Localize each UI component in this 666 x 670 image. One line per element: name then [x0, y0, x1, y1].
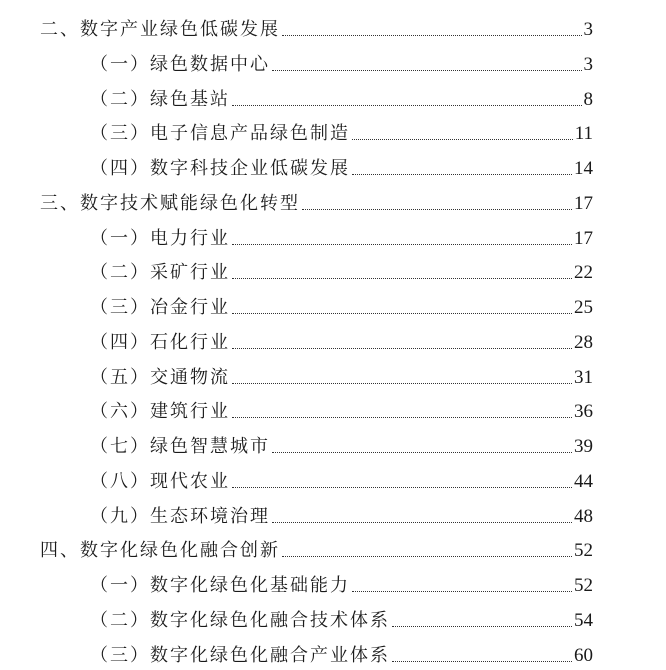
- toc-entry-title: （八）现代农业: [90, 470, 230, 492]
- dot-leader: [232, 313, 572, 314]
- dot-leader: [232, 244, 572, 245]
- toc-section-entry[interactable]: [90, 81, 593, 111]
- dot-leader: [272, 452, 572, 453]
- toc-entry-page-number: 11: [574, 123, 593, 145]
- toc-entry-title: （一）数字化绿色化基础能力: [90, 575, 350, 596]
- clipped-previous-entry: [90, 0, 593, 4]
- toc-entry-title: 三、数字技术赋能绿色化转型: [40, 192, 300, 214]
- dot-leader: [232, 278, 572, 279]
- dot-leader: [232, 105, 582, 106]
- dot-leader: [272, 522, 572, 523]
- toc-chapter-entry[interactable]: [40, 185, 593, 215]
- toc-entry-page-number: 44: [574, 470, 593, 492]
- toc-chapter-entry[interactable]: [40, 11, 593, 41]
- toc-entry-title: （三）冶金行业: [90, 297, 230, 318]
- toc-entry-page-number: 39: [574, 436, 593, 457]
- dot-leader: [352, 139, 573, 140]
- toc-entry-page-number: 17: [574, 192, 593, 214]
- toc-entry-title: （四）石化行业: [90, 331, 230, 353]
- toc-entry-page-number: 52: [574, 540, 593, 562]
- toc-section-entry[interactable]: [90, 324, 593, 354]
- toc-chapter-entry[interactable]: [40, 532, 593, 562]
- toc-entry-title: （二）数字化绿色化融合技术体系: [90, 609, 390, 631]
- toc-entry-title: （三）电子信息产品绿色制造: [90, 123, 350, 145]
- dot-leader: [392, 661, 572, 662]
- toc-entry-page-number: 54: [574, 609, 593, 631]
- toc-section-entry[interactable]: [90, 602, 593, 632]
- toc-section-entry[interactable]: [90, 46, 593, 76]
- toc-entry-page-number: 31: [574, 366, 593, 388]
- toc-section-entry[interactable]: [90, 220, 593, 250]
- toc-entry-page-number: 28: [574, 331, 593, 353]
- toc-entry-page-number: 36: [574, 401, 593, 423]
- toc-entry-page-number: 8: [583, 88, 593, 110]
- toc-section-entry[interactable]: [90, 637, 593, 667]
- toc-entry-title: （一）绿色数据中心: [90, 53, 270, 75]
- dot-leader: [352, 591, 572, 592]
- toc-entry-title: （三）数字化绿色化融合产业体系: [90, 644, 390, 666]
- toc-entry-page-number: 25: [574, 297, 593, 318]
- dot-leader: [232, 383, 572, 384]
- dot-leader: [282, 35, 582, 36]
- toc-section-entry[interactable]: [90, 393, 593, 423]
- toc-entry-title: （二）采矿行业: [90, 262, 230, 284]
- toc-entry-page-number: 3: [583, 19, 593, 40]
- toc-entry-page-number: 17: [574, 227, 593, 249]
- toc-entry-title: （六）建筑行业: [90, 401, 230, 423]
- toc-section-entry[interactable]: [90, 428, 593, 458]
- toc-entry-page-number: 14: [574, 158, 593, 179]
- toc-section-entry[interactable]: [90, 289, 593, 319]
- dot-leader: [302, 209, 572, 210]
- toc-entry-page-number: 3: [583, 53, 593, 75]
- toc-entry-title: 四、数字化绿色化融合创新: [40, 540, 280, 562]
- toc-section-entry[interactable]: [90, 254, 593, 284]
- dot-leader: [272, 70, 582, 71]
- toc-section-entry[interactable]: [90, 498, 593, 528]
- toc-entry-title: （九）生态环境治理: [90, 505, 270, 527]
- toc-entry-title: （四）数字科技企业低碳发展: [90, 158, 350, 179]
- dot-leader: [352, 174, 572, 175]
- toc-entry-title: （一）电力行业: [90, 227, 230, 249]
- toc-entry-page-number: 22: [574, 262, 593, 284]
- dot-leader: [232, 487, 572, 488]
- toc-entry-title: （二）绿色基站: [90, 88, 230, 110]
- toc-section-entry[interactable]: [90, 359, 593, 389]
- toc-entry-page-number: 60: [574, 644, 593, 666]
- toc-entry-page-number: 52: [574, 575, 593, 596]
- dot-leader: [232, 348, 572, 349]
- dot-leader: [392, 626, 572, 627]
- toc-entry-title: 二、数字产业绿色低碳发展: [40, 19, 280, 40]
- toc-entry-title: （七）绿色智慧城市: [90, 436, 270, 457]
- toc-section-entry[interactable]: [90, 463, 593, 493]
- toc-section-entry[interactable]: [90, 115, 593, 145]
- dot-leader: [282, 556, 572, 557]
- toc-section-entry[interactable]: [90, 567, 593, 597]
- toc-section-entry[interactable]: [90, 150, 593, 180]
- toc-entry-title: （五）交通物流: [90, 366, 230, 388]
- toc-entry-page-number: 48: [574, 505, 593, 527]
- dot-leader: [232, 417, 572, 418]
